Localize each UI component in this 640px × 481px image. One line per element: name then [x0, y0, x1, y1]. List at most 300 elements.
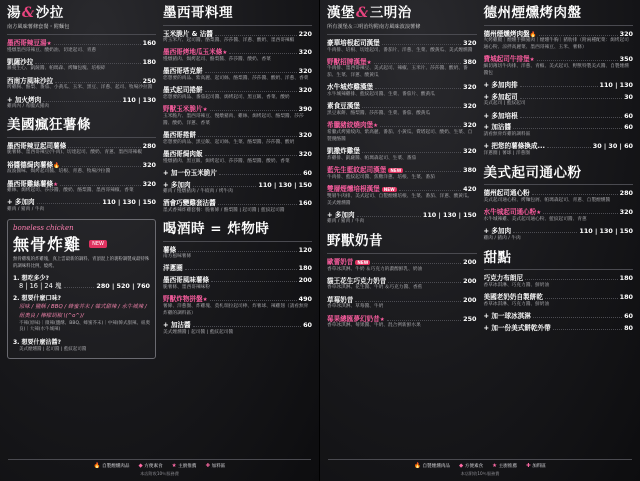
menu-item [484, 55, 634, 77]
wings-portion-prices: 280 | 520 | 760 [96, 282, 150, 291]
boneless-chicken-block [7, 219, 156, 359]
leader-dots [178, 246, 296, 252]
new-badge: NEW [390, 168, 402, 174]
leader-dots [64, 282, 95, 288]
item-description: 慢燉豬肉、黑豆飯、焗烤起司、莎莎醬、酪梨醬、酸奶、香菜 [163, 158, 290, 164]
menu-item [163, 199, 312, 215]
item-name: 費城起司牛排堡 [483, 55, 530, 64]
legend [8, 463, 311, 469]
flame-icon: 🔥 [529, 31, 537, 38]
legend-label: 加料區 [211, 464, 226, 469]
item-price: 390 [298, 105, 312, 114]
column-bbq-mac-dessert [484, 6, 634, 459]
star-icon: ★ [202, 107, 208, 114]
legend-label: 加料區 [532, 464, 546, 469]
item-name: 雙層煙燻培根漢堡 [327, 184, 380, 193]
menu-item [163, 105, 312, 127]
item-price: 110 | 130 [599, 81, 633, 90]
item-price: 320 [463, 38, 477, 47]
item-price: 200 [463, 295, 477, 304]
item-description: 請看無骨炸雞的調料區 [483, 131, 531, 137]
star-icon: ★ [366, 59, 372, 66]
item-description: 香草冰淇淋、草莓醬、牛奶 [327, 304, 384, 310]
leader-dots [198, 131, 297, 137]
item-description: 脆薯條、墨西哥辣味粉 [163, 284, 210, 290]
item-name: 凱薩沙拉 [7, 57, 34, 66]
item-name: 墨式起司捲餅 [163, 86, 203, 95]
item-price: 180 [619, 274, 633, 283]
column-burgers [327, 6, 477, 459]
leader-dots [532, 189, 618, 195]
plus-icon: ✚ [525, 463, 531, 469]
item-price: 200 [298, 276, 312, 285]
menu-item [7, 180, 156, 196]
divider [484, 269, 634, 270]
section-title-crazy-fries: 美國瘋狂薯條 [7, 117, 91, 134]
item-price: 320 [298, 86, 312, 95]
flame-icon: 🔥 [414, 463, 421, 469]
item-description: 雞絲、焗烤起司、莎莎醬、酸奶、酪梨醬、墨西哥辣椒、香菜 [7, 188, 134, 194]
section-title-burgers: 漢堡&三明治 [327, 5, 412, 21]
leader-dots [547, 142, 591, 148]
menu-item [327, 102, 477, 118]
legend-item [414, 463, 450, 469]
menu-item [327, 185, 477, 207]
menu-item [327, 296, 477, 312]
leader-dots [362, 147, 461, 153]
item-price: 110 | 130 | 150 [258, 180, 312, 189]
star-icon: ★ [53, 181, 59, 188]
star-icon: ★ [171, 463, 177, 469]
divider [7, 34, 156, 35]
item-price: 60 [303, 168, 312, 177]
leader-dots [520, 112, 622, 118]
item-description: 洋蔥圈 | 薯球 | 洋蔥圈 [483, 150, 531, 156]
item-name: + 多加肉排 [483, 81, 518, 90]
item-price: 320 [298, 131, 312, 140]
leader-dots [62, 161, 141, 167]
item-price: 320 [463, 147, 477, 156]
section-title-dessert: 甜點 [483, 249, 512, 266]
item-description: 美式起司通心粉、烤麵包屑、帕瑪森起司、青蔥、自製煙燻醬 [483, 197, 611, 203]
menu-item [163, 264, 312, 272]
leader-dots [513, 123, 622, 129]
item-description: 水牛城辣雞、美式起司通心粉、藍紋起司醬、青蔥 [483, 216, 587, 222]
divider [327, 34, 477, 35]
legend-item [459, 463, 483, 469]
leader-dots [553, 324, 622, 330]
item-price: 320 [298, 149, 312, 158]
menu-item-addon [163, 321, 312, 337]
footer-left [0, 456, 319, 481]
legend-item [94, 463, 130, 469]
item-description: 雞肉 / 豬肉 / 牛肉 [327, 219, 365, 225]
section-subtitle-burgers: 所有漢堡＆三明治均附南方風味波浪薯條 [327, 23, 421, 30]
item-price: 200 [463, 257, 477, 266]
item-name: 墨西哥焗肉飯 [163, 149, 203, 158]
star-icon: ★ [536, 210, 542, 217]
item-description: 香草冰淇淋、牛奶 ＆巧克力的濃醇鮮乳、奶油 [327, 266, 423, 272]
item-price: 60 [624, 123, 633, 132]
leader-dots [380, 121, 461, 127]
item-name: 美國老奶奶自製餅乾 [483, 293, 543, 302]
item-description: 牛肉排、墨西哥辣豆、美式起司、辣椒、玉米片、莎莎醬、酸奶、番茄、生菜、洋蔥、酸黃瓜 [327, 66, 468, 79]
item-description: 炸雞排、凱薩醬、帕瑪森起司、生菜、番茄 [327, 155, 417, 161]
item-description: 火烤雞腿｜煙燻手撕豬肉｜煙燻牛胸｜豬肋排（附兩種配菜：焗烤起司通心粉、涼拌高麗菜、墨西哥辣豆、玉米、薯條） [483, 38, 629, 51]
item-price: 250 [463, 314, 477, 323]
legend-item [205, 463, 225, 469]
divider [7, 137, 156, 138]
new-badge: NEW [383, 186, 395, 192]
wings-spice-note: 不辣(原味)｜微辣(鹽酥、BBQ、蜂蜜芥末)｜中辣(韓式甜辣、紐奧良)｜大辣(水牛城辣) [19, 320, 150, 333]
section-title-mexican: 墨西哥料理 [163, 5, 233, 21]
legend-item [492, 463, 517, 469]
item-price: 110 | 130 | 150 [102, 198, 156, 207]
menu-item-addon [163, 169, 312, 177]
item-price: 160 [142, 38, 156, 47]
star-icon: ★ [222, 50, 228, 57]
item-name: + 加沾醬 [483, 123, 512, 132]
item-description: 玉米脆片、墨西哥辣豆、慢燉豬肉、雞絲、焗烤起司、酪梨醬、莎莎醬、酸奶、洋蔥、香菜 [163, 114, 304, 126]
menu-item [163, 246, 312, 262]
item-description: 慢燉墨西哥辣豆、酸奶油、切達起司、青蔥 [7, 47, 97, 53]
leader-dots [533, 312, 622, 318]
leader-dots [215, 30, 297, 36]
item-description: 雞肉 / 豬肉 / 牛肉 [483, 235, 521, 241]
item-name: + 加火烤肉 [7, 95, 42, 104]
menu-item [163, 67, 312, 83]
menu-item [163, 30, 312, 46]
menu-item-addon [7, 198, 156, 214]
item-name: + 多加肉 [163, 180, 191, 189]
menu-item-addon [163, 181, 312, 197]
item-price: 320 [142, 160, 156, 169]
legend-item [526, 463, 546, 469]
menu-item [163, 86, 312, 102]
item-name: + 加一份玉米脆片 [163, 168, 217, 177]
legend-label: 自製煙燻肉品 [422, 464, 451, 469]
item-price: 30 [624, 92, 633, 101]
item-price: 320 [142, 179, 156, 188]
star-icon: ★ [46, 40, 52, 47]
item-price: 60 [624, 312, 633, 321]
leader-dots [355, 296, 461, 302]
leader-dots [229, 48, 296, 54]
leader-dots [218, 199, 297, 205]
item-price: 200 [463, 276, 477, 285]
item-price: 180 [619, 293, 633, 302]
item-price: 420 [463, 184, 477, 193]
footer-right [320, 456, 640, 481]
item-name: + 多加起司 [483, 92, 518, 101]
menu-item [327, 58, 477, 80]
leader-dots [375, 83, 461, 89]
item-description: 水牛城辣雞排、藍紋起司醬、生菜、番茄片、酸黃瓜 [327, 92, 435, 98]
menu-item [327, 277, 477, 293]
item-name: + 加沾醬 [163, 320, 191, 329]
item-description: 美式起司 | 藍紋起司 [483, 101, 526, 107]
item-price: 110 | 130 | 150 [579, 227, 633, 236]
item-price: 320 [298, 48, 312, 57]
item-name: 素食豆漢堡 [327, 102, 360, 111]
item-name: 貓王花生巧克力奶昔 [327, 276, 387, 285]
section-subtitle-soup-salad: 南方風味薯條套餐・附麵包 [7, 23, 70, 30]
item-name: 豪華培根起司漢堡 [327, 38, 380, 47]
item-price: 30 | 30 | 60 [592, 142, 633, 151]
menu-item [327, 83, 477, 99]
item-price: 180 [298, 264, 312, 273]
item-name: 墨西哥雞絲薯條 [7, 179, 54, 188]
item-price: 490 [298, 295, 312, 304]
item-name: 水牛城炸雞漢堡 [327, 83, 374, 92]
divider [163, 241, 312, 242]
legend-item [172, 463, 197, 469]
leader-dots [193, 181, 257, 187]
item-description: 牛肉排、培根、切達起司、番茄片、洋蔥、生菜、酸黃瓜、美式煙燻醬 [327, 47, 473, 53]
item-name: 玉米脆片 & 沾醬 [163, 29, 213, 38]
item-price: 320 [463, 102, 477, 111]
item-name: 水牛城起司通心粉 [483, 208, 537, 217]
item-name: 洋蔥圈 [163, 264, 183, 273]
new-badge: NEW [357, 259, 369, 265]
item-price: 110 | 130 [122, 95, 156, 104]
item-name: + 多加肉 [327, 210, 355, 219]
item-name: 西南方風味沙拉 [7, 76, 54, 85]
menu-item-addon [327, 211, 477, 227]
menu-item [7, 77, 156, 93]
menu-item-addon [7, 96, 156, 112]
item-name: 草莓奶昔 [327, 295, 354, 304]
item-name: + 把您的薯條換成... [483, 142, 545, 151]
menu-item-addon [484, 93, 634, 109]
diamond-icon: ◆ [459, 463, 464, 469]
column-mexican [163, 6, 312, 459]
item-price: 280 [619, 189, 633, 198]
menu-item [484, 30, 634, 52]
leader-dots [219, 169, 301, 175]
divider [328, 459, 632, 460]
leader-dots [387, 315, 461, 321]
leader-dots [60, 180, 141, 186]
section-title-bbq: 德州煙燻烤肉盤 [483, 5, 582, 21]
item-name: 德州煙燻烤肉盤 [483, 29, 530, 38]
item-name: 酒會巧變雞套沾醬 [163, 199, 216, 208]
leader-dots [55, 77, 141, 83]
leader-dots [539, 30, 618, 36]
menu-page-right [320, 0, 640, 481]
item-price: 250 [142, 76, 156, 85]
item-name: + 加一份美式餅乾外帶 [483, 323, 551, 332]
leader-dots [205, 86, 297, 92]
item-price: 320 [463, 121, 477, 130]
divider [163, 25, 312, 26]
leader-dots [382, 39, 461, 45]
service-charge-note: 本店附收10％服務費 [460, 471, 500, 476]
leader-dots [537, 55, 618, 61]
legend-item [139, 463, 163, 469]
item-name: 凱撒炸雞堡 [327, 147, 360, 156]
plus-icon: ✚ [205, 463, 211, 469]
flame-icon: 🔥 [53, 162, 61, 169]
leader-dots [372, 258, 461, 264]
item-description: 細切薄切牛肉排、洋蔥、青椒、美式起司、野獸特製美式醬、自製煙燻醬包 [483, 64, 629, 76]
leader-dots [362, 102, 461, 108]
script-title: boneless chicken [13, 224, 74, 233]
leader-dots [205, 67, 297, 73]
leader-dots [205, 150, 297, 156]
item-name: 裕醬德焗肉薯條 [7, 160, 54, 169]
item-price: 60 [303, 320, 312, 329]
legend-label: 方便素食 [464, 464, 484, 469]
section-title-mac: 美式起司通心粉 [483, 164, 582, 181]
leader-dots [405, 166, 461, 172]
menu-item [327, 39, 477, 55]
divider [484, 25, 634, 26]
legend-label: 自製煙燻肉品 [101, 464, 130, 469]
item-price: 180 [142, 57, 156, 66]
star-icon: ★ [202, 297, 208, 304]
wings-question: 3. 想要什麼沾醬? [13, 339, 62, 347]
flame-icon: 🔥 [93, 463, 101, 469]
diamond-icon: ◆ [138, 463, 143, 469]
item-description: 雞肉 / 慢燉豬肉 / 牛絞肉 / 烤牛肉 [163, 189, 233, 195]
leader-dots [525, 274, 618, 280]
item-name: 墨西哥烤地瓜玉米條 [163, 48, 223, 57]
item-price: 110 | 130 | 150 [422, 210, 477, 219]
item-description: 脆薯條、墨西哥辣豆(牛肉)、切達起司、酸奶、青蔥、墨西哥辣椒 [7, 150, 142, 156]
item-description: 南方風味薯條 [163, 254, 192, 260]
item-name: + 多加肉 [7, 198, 35, 207]
menu-item [327, 166, 477, 182]
leader-dots [388, 277, 461, 283]
item-name: 墨西哥辣豆湯 [7, 38, 47, 47]
new-badge: NEW [89, 240, 107, 248]
item-description: 烤玉米片、起司醬、酪梨醬、莎莎醬、洋蔥、酸奶、墨西哥辣椒 [163, 38, 295, 44]
item-description: 慢燉豬肉、焗烤起司、酪梨醬、莎莎醬、酸奶、香菜 [163, 57, 271, 63]
menu-item [7, 58, 156, 74]
menu-item [327, 258, 477, 274]
leader-dots [210, 105, 297, 111]
item-price: 320 [619, 29, 633, 38]
item-price: 160 [298, 199, 312, 208]
leader-dots [35, 58, 140, 64]
menu-item-addon [484, 227, 634, 243]
item-name: 墨西哥風味薯條 [163, 276, 210, 285]
item-description: 香草冰淇淋、巧克力醬、鮮奶油 [483, 282, 550, 288]
menu-item [7, 39, 156, 55]
column-soup-salad [7, 6, 156, 459]
item-description: 您想要的肉品、黑豆飯、起司絲、生菜、酪梨醬、莎莎醬、酸奶 [163, 139, 295, 145]
leader-dots [520, 93, 622, 99]
item-description: 雞肉內 / 希臘式豬肉 [7, 104, 50, 110]
menu-item [484, 293, 634, 309]
leader-dots [513, 227, 577, 233]
menu-item [7, 142, 156, 158]
menu-item [484, 274, 634, 290]
menu-item [7, 161, 156, 177]
menu-item-addon [484, 312, 634, 320]
menu-item [327, 121, 477, 143]
item-name: 野獸炸物拼盤 [163, 295, 203, 304]
leader-dots [185, 264, 297, 270]
item-description: 您想要的肉品、番茄起司醬、焗烤起司、黑豆飯、香菜、酸奶 [163, 95, 290, 101]
item-description: 您想要的肉品、紫高麗、起司絲、酪梨醬、莎莎醬、酸奶、洋蔥、香菜 [163, 76, 309, 82]
item-price: 350 [619, 55, 633, 64]
item-price: 120 [298, 245, 312, 254]
leader-dots [357, 211, 421, 217]
item-description: 香草冰淇淋、巧克力醬、鮮奶油 [483, 301, 550, 307]
item-description: 薯條、洋蔥圈、炸雞塊、莫札瑞拉起司棒、炸薯球、辣雞翅（請看無骨炸雞的調料區） [163, 303, 309, 316]
service-charge-note: 本店附收10％服務費 [140, 471, 179, 476]
wings-flavor-options: 原味 / 鹽酥 / BBQ / 蜂蜜芥末 / 韓式甜辣 / 水牛城辣 / 紐奧良 / 檸檬胡椒 \(^o^)/ [19, 304, 147, 319]
item-price: 320 [463, 83, 477, 92]
leader-dots [545, 293, 618, 299]
leader-dots [54, 39, 141, 45]
leader-dots [43, 96, 120, 102]
leader-dots [68, 142, 140, 148]
item-name: 墨西哥捲餅 [163, 131, 196, 140]
legend-label: 主廚推薦 [178, 464, 197, 469]
item-name: 巧克力布朗尼 [483, 274, 524, 283]
menu-item [327, 147, 477, 163]
wings-question: 1. 想吃多少? [13, 275, 50, 283]
menu-item-addon [484, 81, 634, 89]
menu-item [163, 131, 312, 147]
item-name: + 加一球冰淇淋 [483, 312, 531, 321]
legend-label: 主廚推薦 [498, 464, 517, 469]
section-title-fried: 喝酒時 = 炸物時 [163, 221, 270, 237]
item-name: 墨西哥塔克餅 [163, 67, 203, 76]
menu-item [327, 315, 477, 331]
menu-item-addon [484, 112, 634, 120]
item-description: 雙層牛肉排、美式起司、自製煙燻培根、生菜、番茄、洋蔥、酸黃瓜、美式煙燻醬 [327, 193, 473, 206]
star-icon: ★ [492, 463, 498, 469]
item-name: 藍先生藍紋起司漢堡 [327, 166, 387, 175]
item-price: 320 [619, 208, 633, 217]
item-price: 60 [624, 111, 633, 120]
leader-dots [543, 208, 617, 214]
divider [327, 253, 477, 254]
star-icon: ★ [379, 316, 385, 323]
leader-dots [520, 81, 598, 87]
wings-question: 2. 想要什麼口味? [13, 295, 62, 303]
divider [8, 459, 311, 460]
menu-item [484, 189, 634, 205]
menu-item [163, 295, 312, 317]
item-price: 220 [298, 29, 312, 38]
legend [328, 463, 632, 469]
leader-dots [374, 58, 462, 64]
item-name: + 多加培根 [483, 111, 518, 120]
wings-note: 無骨雞塊的炸雞塊，真上雲最新的調料、青頂混上的裹粉調製成最特殊的調味料比例，燒烤。 [13, 257, 150, 269]
item-description: 美式煙燻醬 | 起司醬 | 藍紋起司醬 [163, 329, 234, 335]
menu-item [484, 208, 634, 224]
menu-item [163, 48, 312, 64]
leader-dots [399, 185, 461, 191]
leader-dots [193, 321, 301, 327]
item-description: 蘿蔓生心、凱薩醬、帕瑪森、烤麵包塊、培根碎 [7, 66, 106, 72]
item-name: 墨西哥辣豆起司薯條 [7, 141, 67, 150]
leader-dots [210, 295, 297, 301]
item-name: 莓果總匯夢幻奶昔 [327, 314, 380, 323]
menu-item-addon [484, 123, 634, 139]
item-description: 牛肉排、藍紋起司醬、焦糖洋蔥、培根、生菜、番茄 [327, 174, 435, 180]
leader-dots [37, 198, 101, 204]
item-name: 希臘豬絞燒肉堡 [327, 121, 374, 130]
item-description: 香草冰淇淋、花生醬、牛奶 ＆巧克力醬、香蕉 [327, 285, 423, 291]
item-price: 380 [463, 57, 477, 66]
menu-item-addon [484, 142, 634, 158]
